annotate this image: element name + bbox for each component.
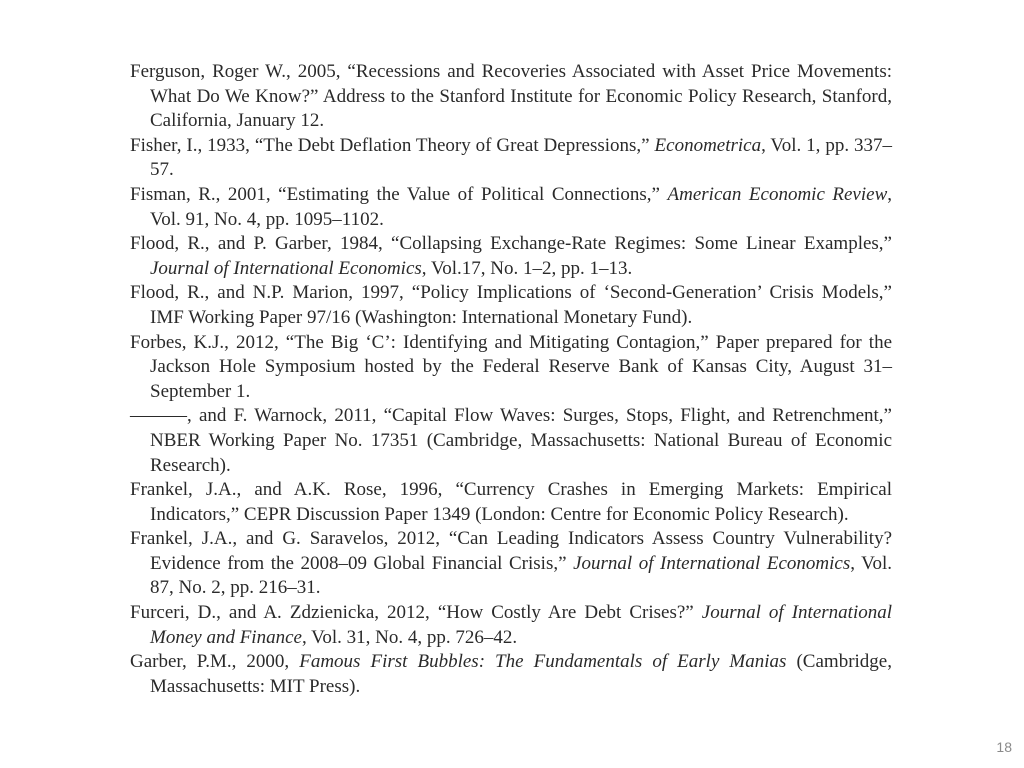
reference-entry (130, 650, 892, 699)
reference-entry (130, 601, 892, 650)
reference-text: Fisman, R., 2001, “Estimating the Value of Political Connections,” (130, 183, 668, 205)
reference-entry (130, 183, 892, 232)
reference-text: ———, and F. Warnock, 2011, “Capital Flow Waves: Surges, Stops, Flight, and Retrenchment,” NBER Working Paper No. 17351 (Cambridge, Massachusetts: National Bureau of Economic Research). (130, 405, 892, 476)
reference-text: (Cambridge, Massachusetts: MIT Press). (150, 651, 892, 697)
reference-entry (130, 331, 892, 405)
reference-text: Flood, R., and P. Garber, 1984, “Collapsing Exchange-Rate Regimes: Some Linear Examples,” (130, 233, 892, 255)
reference-text: , Vol. 87, No. 2, pp. 216–31. (150, 552, 892, 599)
journal-title: American Economic Review (667, 183, 888, 205)
reference-text: Fisher, I., 1933, “The Debt Deflation Theory of Great Depressions,” (130, 134, 655, 156)
reference-text: , Vol. 91, No. 4, pp. 1095–1102. (150, 183, 892, 230)
reference-entry (130, 478, 892, 527)
reference-entry (130, 527, 892, 601)
reference-text: Ferguson, Roger W., 2005, “Recessions and Recoveries Associated with Asset Price Movements: What Do We Know?” Address to the Stanford Institute for Economic Policy Research, Stanford, California, January 12. (130, 61, 892, 132)
reference-entry (130, 232, 892, 281)
reference-text: Garber, P.M., 2000, (130, 651, 300, 673)
reference-entry (130, 134, 892, 183)
reference-text: , Vol. 31, No. 4, pp. 726–42. (301, 626, 518, 648)
journal-title: Econometrica (654, 134, 762, 156)
reference-text: Frankel, J.A., and A.K. Rose, 1996, “Currency Crashes in Emerging Markets: Empirical Indicators,” CEPR Discussion Paper 1349 (London: Centre for Economic Policy Research). (130, 479, 892, 525)
journal-title: Journal of International Economics (573, 552, 851, 574)
journal-title: Journal of International Economics (150, 257, 422, 279)
reference-entry (130, 281, 892, 330)
page-number: 18 (996, 739, 1012, 755)
reference-text: Frankel, J.A., and G. Saravelos, 2012, “Can Leading Indicators Assess Country Vulnerability? Evidence from the 2008–09 Global Financial Crisis,” (130, 528, 892, 574)
reference-text: Furceri, D., and A. Zdzienicka, 2012, “How Costly Are Debt Crises?” (130, 602, 702, 624)
reference-list (130, 60, 892, 699)
book-title: Famous First Bubbles: The Fundamentals of Early Manias (299, 651, 787, 673)
reference-text: Forbes, K.J., 2012, “The Big ‘C’: Identifying and Mitigating Contagion,” Paper prepared for the Jackson Hole Symposium hosted by the Federal Reserve Bank of Kansas City, August 31–September 1. (130, 331, 892, 402)
reference-text: , Vol. 1, pp. 337–57. (150, 134, 892, 181)
reference-entry (130, 60, 892, 134)
journal-title: Journal of International Money and Finance (150, 602, 892, 648)
reference-entry (130, 404, 892, 478)
reference-text: , Vol.17, No. 1–2, pp. 1–13. (421, 257, 633, 279)
reference-text: Flood, R., and N.P. Marion, 1997, “Policy Implications of ‘Second-Generation’ Crisis Models,” IMF Working Paper 97/16 (Washington: International Monetary Fund). (130, 282, 892, 328)
